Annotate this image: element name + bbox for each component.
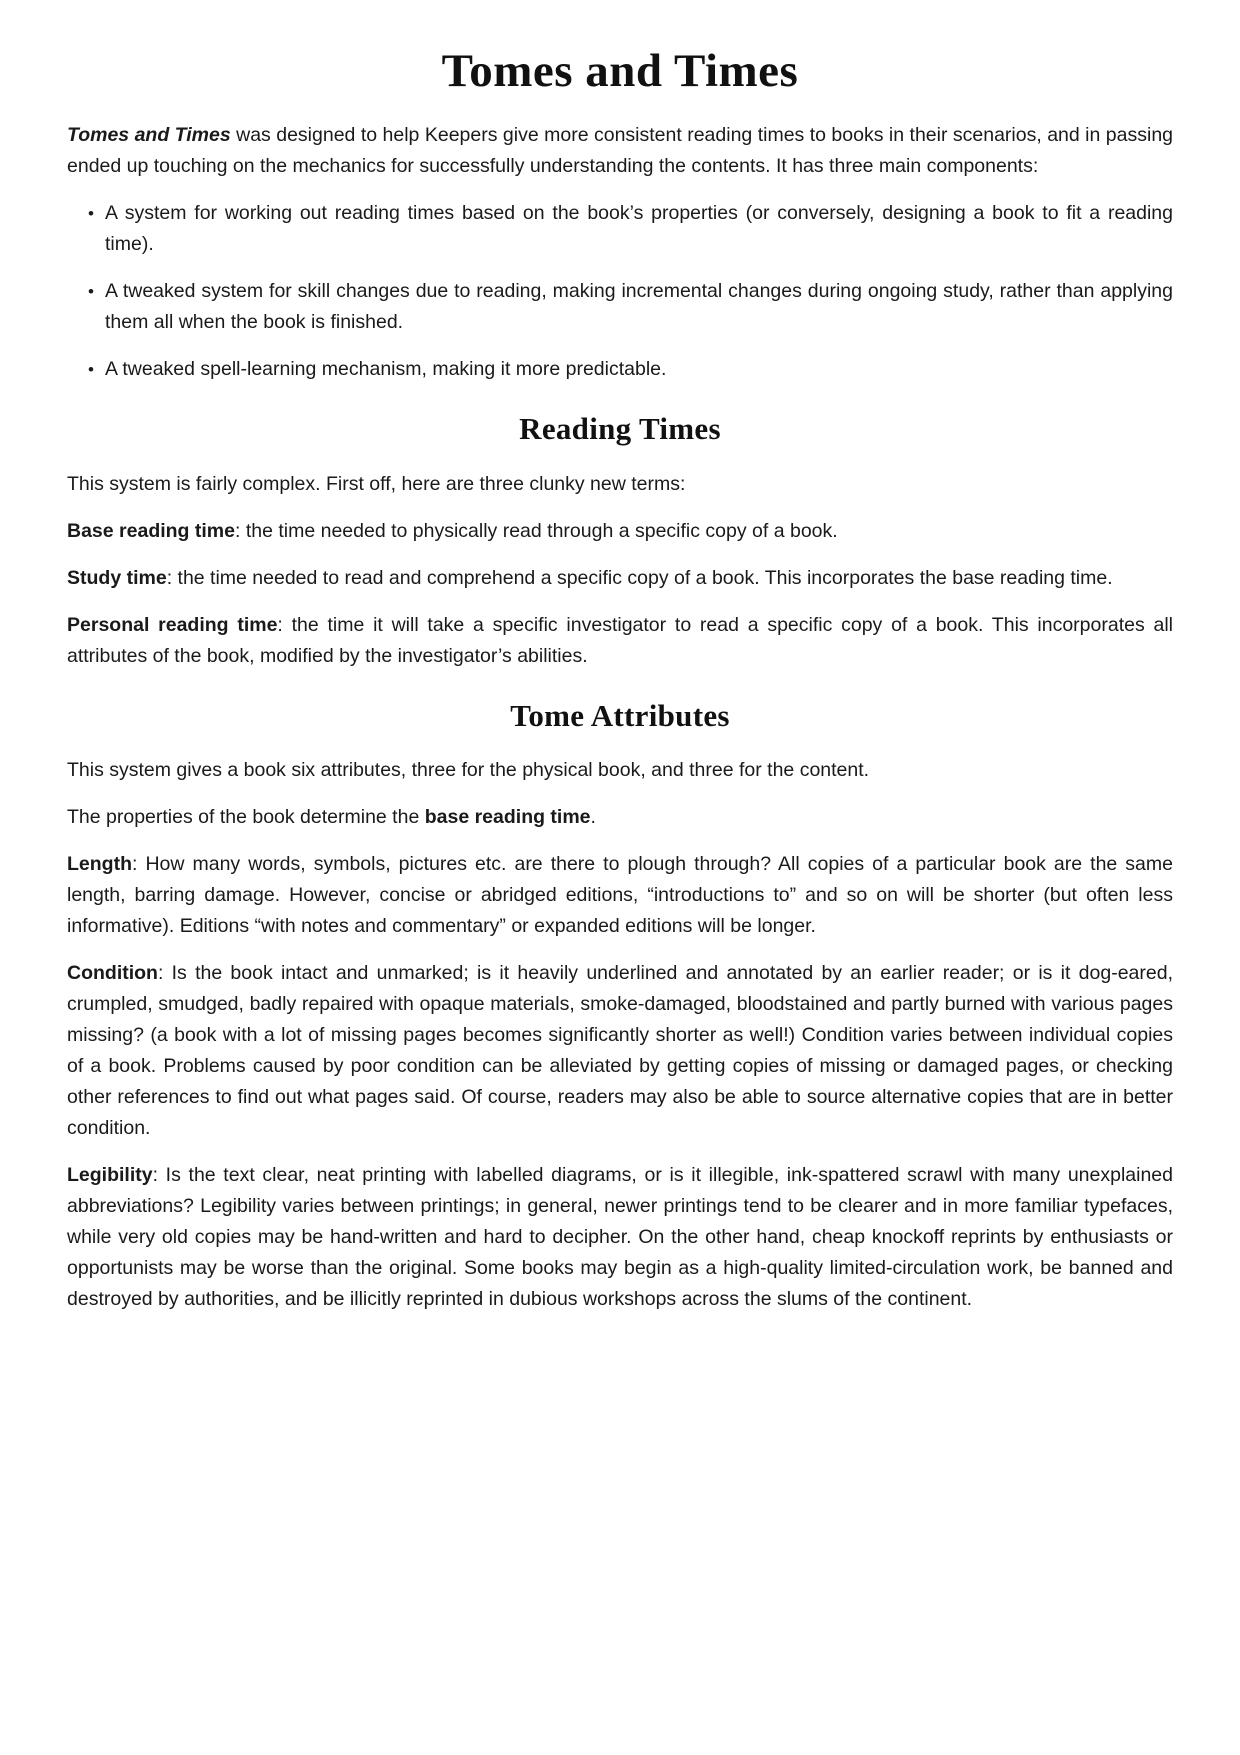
list-item [67,276,1173,338]
bullet-icon: • [88,360,94,380]
intro-lead-title: Tomes and Times [67,124,231,147]
tome-attributes-intro2 [67,802,1173,833]
bullet-icon: • [88,282,94,302]
term-base-reading-time [67,516,1173,547]
bullet-icon: • [88,204,94,224]
term-text: : the time needed to read and comprehend a specific copy of a book. This incorporates the base reading time. [166,566,1113,589]
components-bullet-list [67,198,1173,385]
section-heading-reading-times: Reading Times [519,411,721,447]
term-study-time [67,563,1173,594]
intro2-prefix: The properties of the book determine the [67,806,425,829]
intro2-bold-term: base reading time [424,806,591,829]
attribute-label: Condition [67,962,158,985]
bullet-text: A system for working out reading times based on the book’s properties (or conversely, designing a book to fit a reading time). [105,202,1173,256]
tome-attributes-intro1: This system gives a book six attributes, three for the physical book, and three for the content. [67,759,870,782]
list-item [67,198,1173,260]
attribute-text: : Is the book intact and unmarked; is it heavily underlined and annotated by an earlier reader; or is it dog-eared, crumpled, smudged, badly repaired with opaque materials, smoke-damaged, bloodstained and partly burned with various pages missing? (a book with a lot of missing pages becomes significantly shorter as well!) Condition varies between individual copies of a book. Problems caused by poor condition can be alleviated by getting copies of missing or damaged pages, or checking other references to find out what pages said. Of course, readers may also be able to source alternative copies that are in better condition. [67,962,1173,1140]
section-heading-tome-attributes: Tome Attributes [510,697,730,733]
list-item [67,354,1173,385]
attribute-condition [67,958,1173,1144]
intro2-suffix: . [590,806,596,829]
term-label: Personal reading time [67,613,278,636]
term-text: : the time needed to physically read through a specific copy of a book. [234,519,838,542]
attribute-text: : Is the text clear, neat printing with labelled diagrams, or is it illegible, ink-spattered scrawl with many unexplained abbreviations? Legibility varies between printings; in general, newer printings tend to be clearer and in more familiar typefaces, while very old copies may be hand-written and hard to decipher. On the other hand, cheap knockoff reprints by enthusiasts or opportunists may be worse than the original. Some books may begin as a high-quality limited-circulation work, be banned and destroyed by authorities, and be illicitly reprinted in dubious workshops across the slums of the continent. [67,1164,1173,1311]
attribute-length [67,849,1173,942]
attribute-text: : How many words, symbols, pictures etc. are there to plough through? All copies of a particular book are the same length, barring damage. However, concise or abridged editions, “introductions to” and so on will be shorter (but often less informative). Editions “with notes and commentary” or expanded editions will be longer. [67,853,1173,938]
bullet-text: A tweaked system for skill changes due to reading, making incremental changes during ongoing study, rather than applying them all when the book is finished. [105,280,1173,334]
attribute-legibility [67,1160,1173,1315]
term-personal-reading-time [67,610,1173,672]
attribute-label: Length [67,853,132,876]
reading-times-intro: This system is fairly complex. First off, here are three clunky new terms: [67,472,686,495]
attribute-label: Legibility [67,1164,153,1187]
term-text: : the time it will take a specific investigator to read a specific copy of a book. This incorporates all attributes of the book, modified by the investigator’s abilities. [67,613,1173,667]
term-label: Base reading time [67,519,235,542]
intro-paragraph [67,120,1173,182]
intro-text: was designed to help Keepers give more consistent reading times to books in their scenarios, and in passing ended up touching on the mechanics for successfully understanding the contents. It has three main components: [67,124,1174,178]
document-title: Tomes and Times [441,45,799,97]
bullet-text: A tweaked spell-learning mechanism, making it more predictable. [105,358,667,381]
term-label: Study time [67,566,167,589]
